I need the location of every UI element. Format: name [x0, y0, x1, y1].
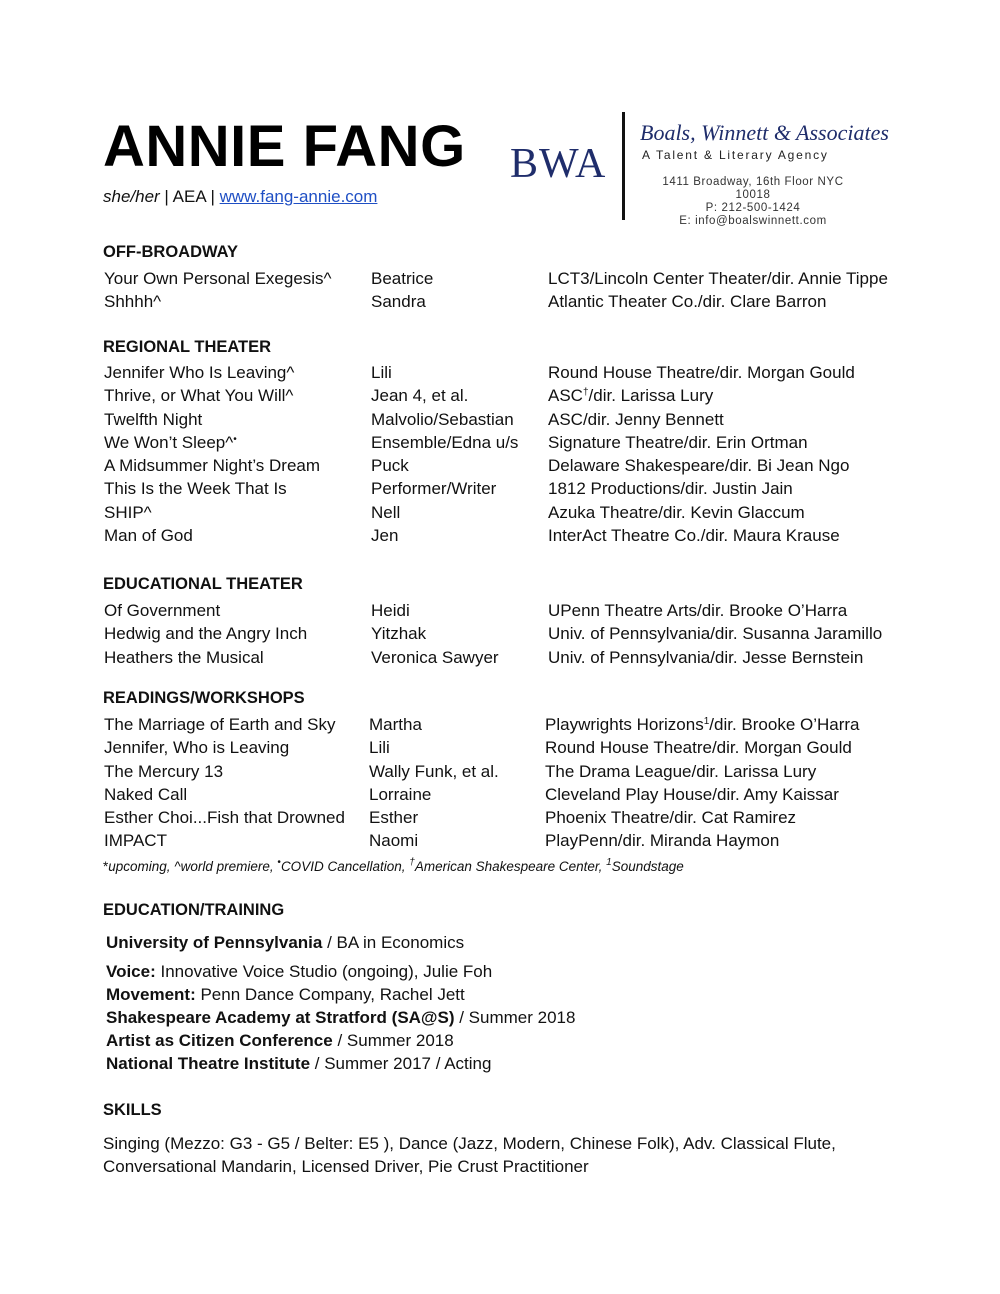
training-sas: Shakespeare Academy at Stratford (SA@S) / Summer 2018 [106, 1008, 576, 1027]
skills-text: Singing (Mezzo: G3 - G5 / Belter: E5 ), Dance (Jazz, Modern, Chinese Folk), Adv. Classical Flute, Conversational Mandarin, Licensed Driver, Pie Crust Practitioner [103, 1134, 836, 1176]
website-link[interactable]: www.fang-annie.com [219, 187, 378, 206]
agency-contact [648, 176, 858, 228]
regional-list [103, 361, 933, 547]
section-heading-readings: READINGS/WORKSHOPS [103, 689, 305, 707]
credit-row: Of Government Heidi UPenn Theatre Arts/dir. Brooke O’Harra [104, 601, 848, 620]
credit-row: The Marriage of Earth and Sky Martha Playwrights Horizons$^1$/dir. Brooke O’Harra [104, 715, 860, 734]
header-subline: she/her | AEA | www.fang-annie.com [103, 187, 378, 206]
credit-row: Twelfth Night Malvolio/Sebastian ASC/dir. Jenny Bennett [104, 409, 724, 429]
section-heading-educational: EDUCATIONAL THEATER [103, 575, 303, 593]
credit-row: The Mercury 13 Wally Funk, et al. The Drama League/dir. Larissa Lury [104, 761, 817, 781]
credit-row: We Won’t Sleep^• Ensemble/Edna u/s Signature Theatre/dir. Erin Ortman [104, 432, 808, 452]
credit-row: Jennifer Who Is Leaving^ Lili Round House Theatre/dir. Morgan Gould [104, 363, 855, 382]
resume-name: ANNIE FANG [103, 114, 466, 179]
credit-row: This Is the Week That Is Performer/Writer 1812 Productions/dir. Justin Jain [104, 479, 793, 499]
agency-tagline: A Talent & Literary Agency [642, 148, 829, 162]
credit-row: Your Own Personal Exegesis^ Beatrice LCT3/Lincoln Center Theater/dir. Annie Tippe [104, 269, 888, 288]
credit-row: A Midsummer Night’s Dream Puck Delaware Shakespeare/dir. Bi Jean Ngo [104, 456, 850, 476]
pronouns: she/her [103, 187, 160, 206]
credit-row: SHIP^ Nell Azuka Theatre/dir. Kevin Glaccum [104, 502, 805, 522]
training-movement: Movement: Penn Dance Company, Rachel Jett [106, 985, 465, 1004]
section-heading-skills: SKILLS [103, 1101, 162, 1119]
credit-row: Heathers the Musical Veronica Sawyer Univ. of Pennsylvania/dir. Jesse Bernstein [104, 647, 864, 667]
section-heading-off-broadway: OFF-BROADWAY [103, 243, 239, 261]
union: AEA [172, 187, 206, 206]
education-university: University of Pennsylvania / BA in Economics [106, 933, 465, 952]
section-heading-regional: REGIONAL THEATER [103, 338, 272, 356]
training-aac: Artist as Citizen Conference / Summer 2018 [106, 1031, 454, 1050]
training-voice: Voice: Innovative Voice Studio (ongoing), Julie Foh [106, 962, 493, 981]
agency-logo: BWA [510, 141, 607, 187]
educational-list [103, 599, 933, 669]
agency-phone: P: 212-500-1424 [705, 202, 801, 214]
agency-email: E: info@boalswinnett.com [679, 215, 827, 227]
credit-row: Thrive, or What You Will^ Jean 4, et al. ASC†/dir. Larissa Lury [104, 386, 714, 406]
credit-row: IMPACT Naomi PlayPenn/dir. Miranda Haymon [104, 831, 780, 851]
credit-row: Shhhh^ Sandra Atlantic Theater Co./dir. Clare Barron [104, 292, 827, 312]
readings-list [103, 713, 933, 853]
off-broadway-list [103, 267, 933, 314]
credit-row: Naked Call Lorraine Cleveland Play House/dir. Amy Kaissar [104, 784, 839, 804]
credit-row: Man of God Jen InterAct Theatre Co./dir. Maura Krause [104, 526, 840, 546]
logo-divider [622, 112, 625, 220]
training-nti: National Theatre Institute / Summer 2017 / Acting [106, 1054, 492, 1073]
credit-row: Hedwig and the Angry Inch Yitzhak Univ. of Pennsylvania/dir. Susanna Jaramillo [104, 624, 883, 644]
agency-address: 1411 Broadway, 16th Floor NYC 10018 [662, 176, 844, 201]
credit-row: Jennifer, Who is Leaving Lili Round House Theatre/dir. Morgan Gould [104, 738, 852, 758]
credits-legend: *upcoming, ^world premiere, •COVID Cancellation, †American Shakespeare Center, $^1$Soundstage [103, 857, 684, 874]
section-heading-education: EDUCATION/TRAINING [103, 901, 285, 919]
credit-row: Esther Choi...Fish that Drowned Esther Phoenix Theatre/dir. Cat Ramirez [104, 808, 797, 828]
agency-name: Boals, Winnett & Associates [640, 120, 889, 145]
